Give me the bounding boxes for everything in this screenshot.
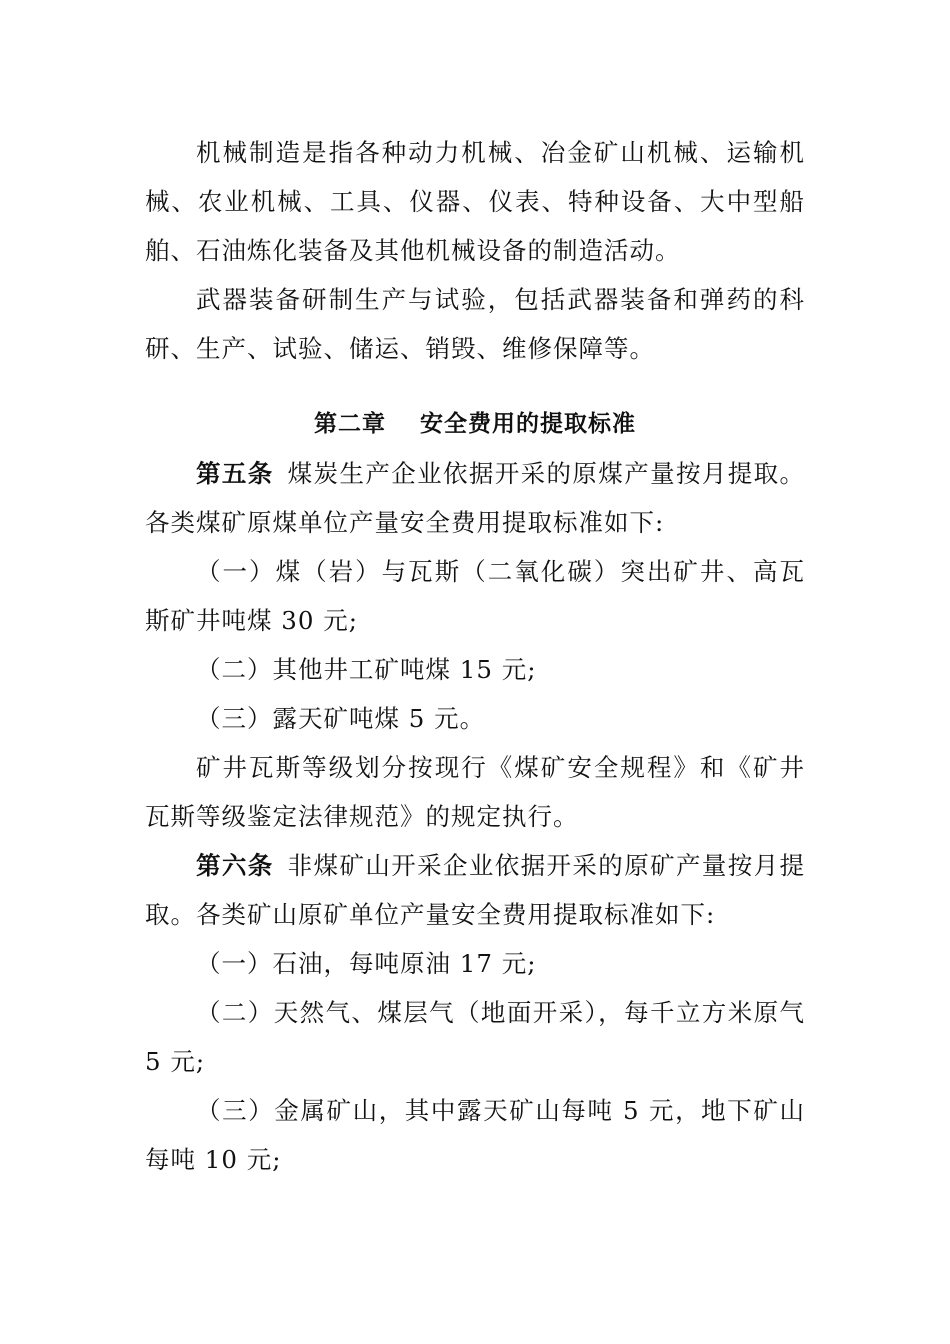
chapter-title: 安全费用的提取标准 bbox=[420, 411, 636, 437]
paragraph-machinery-definition: 机械制造是指各种动力机械、冶金矿山机械、运输机械、农业机械、工具、仪器、仪表、特种设备、大中型船舶、石油炼化装备及其他机械设备的制造活动。 bbox=[145, 138, 805, 265]
document-body bbox=[145, 128, 805, 1184]
article-5-note: 矿井瓦斯等级划分按现行《煤矿安全规程》和《矿井瓦斯等级鉴定法律规范》的规定执行。 bbox=[145, 753, 805, 831]
article-6-intro bbox=[145, 841, 805, 939]
chapter-number: 第二章 bbox=[314, 411, 386, 437]
article-5-item-3: （三）露天矿吨煤 5 元。 bbox=[196, 704, 486, 733]
paragraph-weapons-definition: 武器装备研制生产与试验，包括武器装备和弹药的科研、生产、试验、储运、销毁、维修保障等。 bbox=[145, 285, 805, 363]
article-6-item-2: （二）天然气、煤层气（地面开采），每千立方米原气 5 元; bbox=[145, 998, 805, 1076]
article-5-label: 第五条 bbox=[196, 459, 274, 488]
article-6-label: 第六条 bbox=[196, 851, 274, 880]
article-6-item-1: （一）石油，每吨原油 17 元; bbox=[196, 949, 537, 978]
article-5-text: 煤炭生产企业依据开采的原煤产量按月提取。各类煤矿原煤单位产量安全费用提取标准如下: bbox=[145, 459, 806, 537]
article-5-item-1: （一）煤（岩）与瓦斯（二氧化碳）突出矿井、高瓦斯矿井吨煤 30 元; bbox=[145, 557, 805, 635]
article-6-text: 非煤矿山开采企业依据开采的原矿产量按月提取。各类矿山原矿单位产量安全费用提取标准如下: bbox=[145, 851, 806, 929]
article-5-item-2: （二）其他井工矿吨煤 15 元; bbox=[196, 655, 537, 684]
article-6-item-3: （三）金属矿山，其中露天矿山每吨 5 元，地下矿山每吨 10 元; bbox=[145, 1096, 805, 1174]
chapter-heading bbox=[145, 400, 805, 449]
article-5-intro bbox=[145, 449, 805, 547]
